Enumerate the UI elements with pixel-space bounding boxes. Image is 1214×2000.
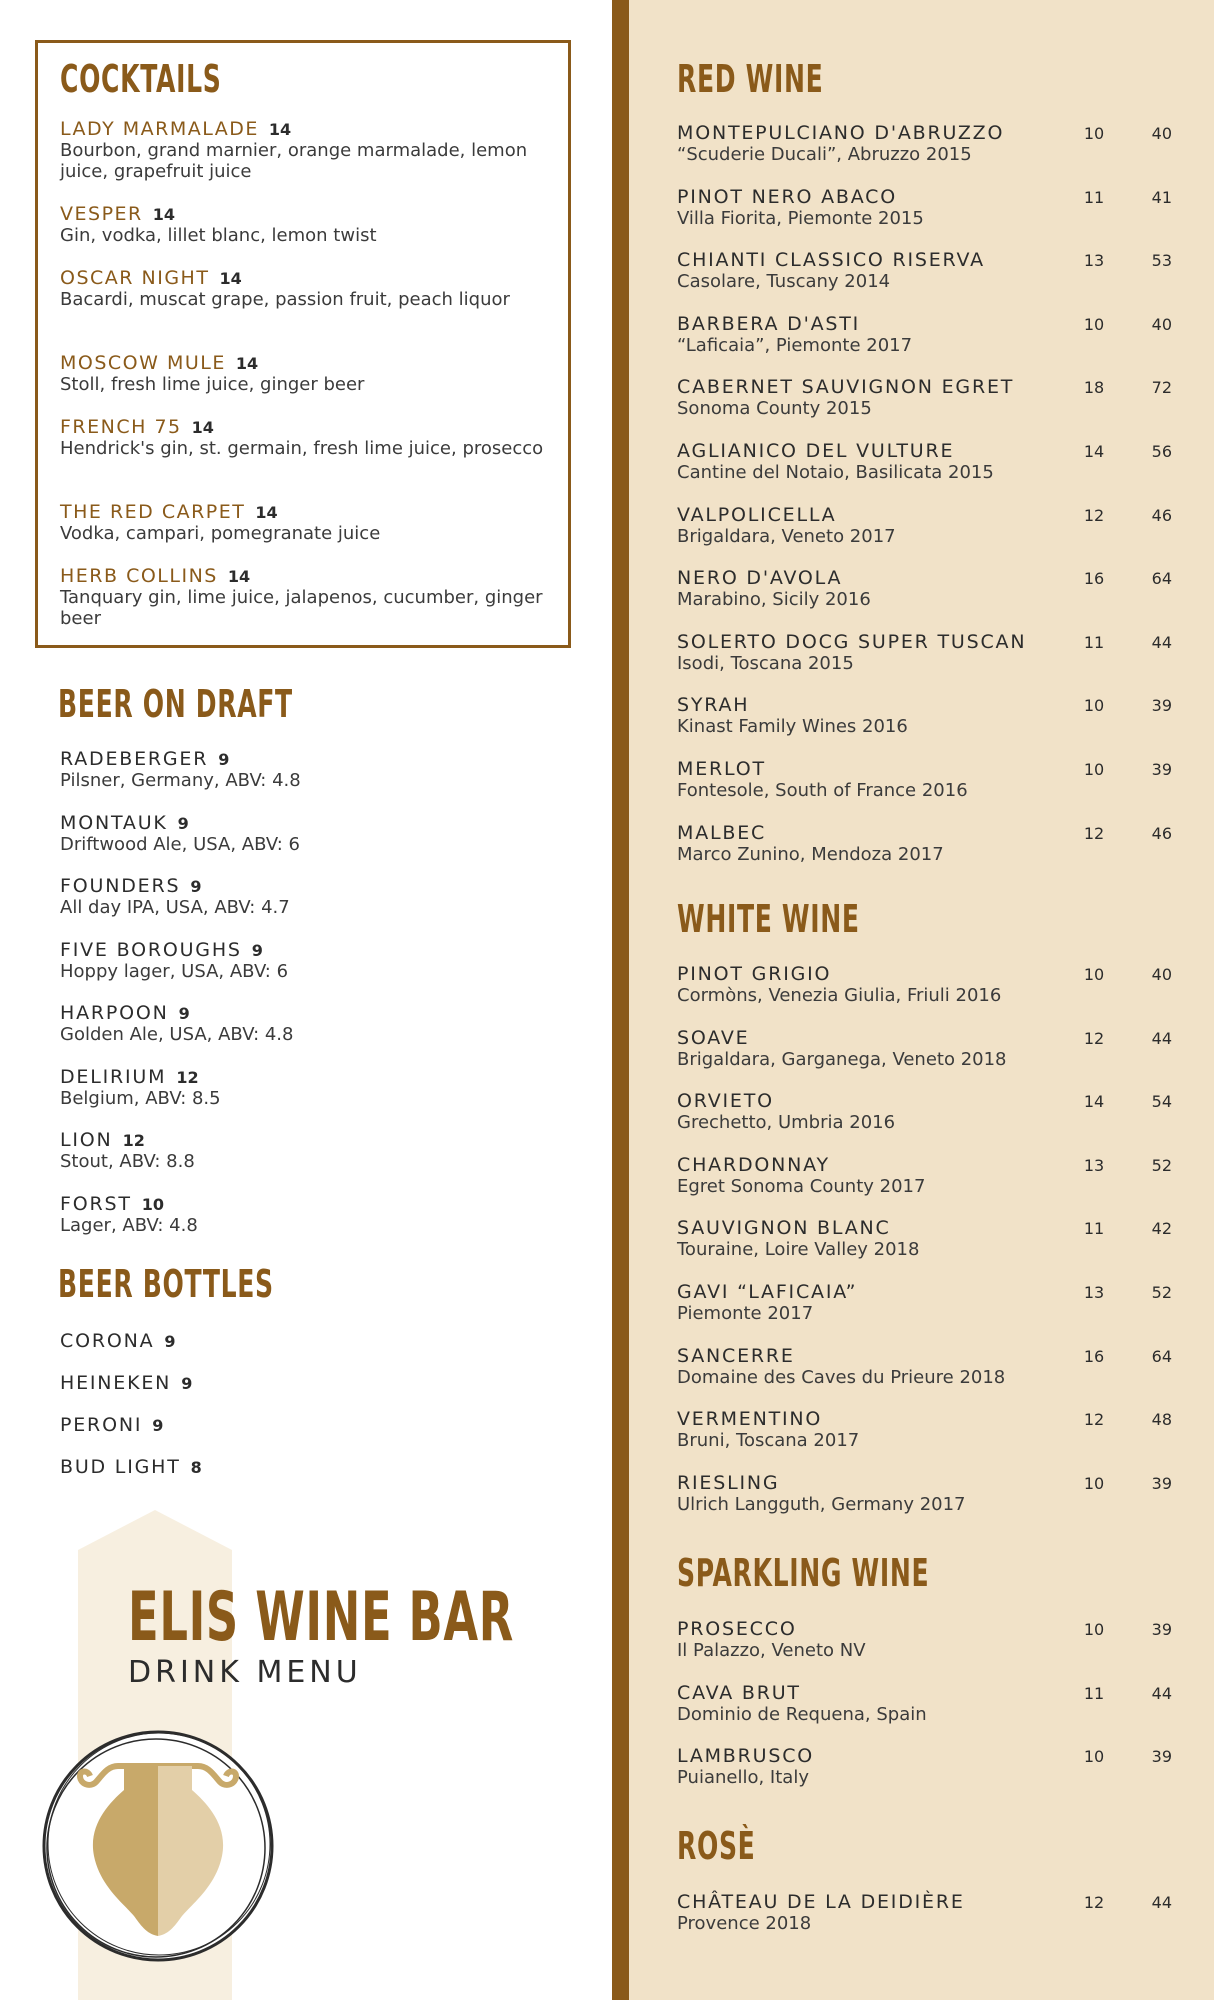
wine-description: Touraine, Loire Valley 2018 — [677, 1239, 920, 1261]
bottle-price: 46 — [1151, 823, 1172, 843]
glass-price: 11 — [1083, 1683, 1105, 1703]
glass-price: 12 — [1083, 505, 1105, 525]
wine-item — [677, 313, 1177, 377]
cocktail-name: THE RED CARPET — [60, 501, 246, 523]
cocktail-item — [60, 203, 560, 267]
bottle-price: 40 — [1151, 314, 1172, 334]
sparkling-wine-list — [677, 1618, 1177, 1809]
glass-price: 16 — [1083, 1346, 1105, 1366]
white-wine-title: WHITE WINE — [677, 897, 860, 941]
wine-name: SANCERRE — [677, 1344, 795, 1367]
glass-price: 12 — [1083, 1028, 1105, 1048]
draft-item — [60, 939, 580, 1003]
wine-description: Sonoma County 2015 — [677, 398, 872, 420]
wine-item — [677, 376, 1177, 440]
wine-description: Grechetto, Umbria 2016 — [677, 1112, 896, 1134]
bottle-item — [60, 1414, 580, 1456]
beer-name: LION — [60, 1129, 113, 1151]
glass-price: 10 — [1083, 1620, 1105, 1639]
cocktails-title: COCKTAILS — [60, 57, 222, 101]
draft-item — [60, 1193, 580, 1257]
beer-name: FORST — [60, 1192, 132, 1215]
wine-name: AGLIANICO DEL VULTURE — [677, 439, 955, 462]
wine-item — [677, 694, 1177, 758]
wine-item — [677, 1891, 1177, 1955]
wine-item — [677, 249, 1177, 313]
brand-name: ELIS WINE BAR — [128, 1578, 515, 1657]
wine-description: Cormòns, Venezia Giulia, Friuli 2016 — [677, 985, 1002, 1006]
bottle-price: 39 — [1151, 1620, 1172, 1639]
draft-item — [60, 1129, 580, 1193]
wine-name: CHARDONNAY — [677, 1153, 830, 1176]
bottle-price: 48 — [1151, 1410, 1172, 1430]
bottle-item — [60, 1372, 580, 1414]
draft-item — [60, 812, 580, 876]
wine-name: LAMBRUSCO — [677, 1745, 815, 1768]
wine-name: NERO D'AVOLA — [677, 567, 843, 590]
cocktail-item — [60, 416, 560, 501]
wine-name: PINOT GRIGIO — [677, 963, 832, 985]
beer-name: MONTAUK — [60, 811, 168, 834]
wine-name: VERMENTINO — [677, 1408, 823, 1431]
wine-item — [677, 1281, 1177, 1345]
glass-price: 11 — [1083, 632, 1105, 652]
wine-description: Marco Zunino, Mendoza 2017 — [677, 843, 944, 865]
wine-item — [677, 758, 1177, 822]
bottle-price: 40 — [1151, 965, 1172, 984]
wine-description: Cantine del Notaio, Basilicata 2015 — [677, 461, 994, 483]
wine-name: BARBERA D'ASTI — [677, 312, 861, 335]
bottle-price: 52 — [1151, 1155, 1172, 1175]
glass-price: 11 — [1083, 1219, 1105, 1239]
wine-name: SOAVE — [677, 1026, 750, 1049]
bottle-price: 42 — [1151, 1219, 1172, 1239]
cocktail-item — [60, 352, 560, 416]
wine-name: SOLERTO DOCG SUPER TUSCAN — [677, 630, 1027, 653]
wine-item — [677, 1345, 1177, 1409]
wine-description: Domaine des Caves du Prieure 2018 — [677, 1366, 1006, 1388]
wine-item — [677, 1217, 1177, 1281]
wine-name: CHÂTEAU DE LA DEIDIÈRE — [677, 1891, 965, 1913]
glass-price: 12 — [1083, 1410, 1105, 1430]
beer-price: 9 — [164, 1332, 176, 1351]
wine-item — [677, 504, 1177, 568]
cocktail-item — [60, 565, 560, 650]
wine-description: Ulrich Langguth, Germany 2017 — [677, 1493, 966, 1515]
wine-description: Isodi, Toscana 2015 — [677, 652, 854, 674]
wine-item — [677, 567, 1177, 631]
glass-price: 12 — [1083, 1893, 1105, 1912]
cocktail-name: FRENCH 75 — [60, 416, 182, 438]
draft-title: BEER ON DRAFT — [58, 682, 293, 726]
wine-item — [677, 1027, 1177, 1091]
wine-name: GAVI “LAFICAIA” — [677, 1280, 858, 1303]
wine-item — [677, 631, 1177, 695]
wine-name: SAUVIGNON BLANC — [677, 1217, 891, 1240]
wine-name: CABERNET SAUVIGNON EGRET — [677, 376, 1015, 399]
cocktail-name: LADY MARMALADE — [60, 118, 259, 140]
cocktail-price: 14 — [191, 418, 214, 437]
beer-price: 12 — [122, 1131, 145, 1150]
draft-item — [60, 875, 580, 939]
rose-wine-title: ROSÈ — [677, 1824, 756, 1868]
wine-item — [677, 1618, 1177, 1682]
white-wine-list — [677, 963, 1177, 1535]
sparkling-wine-title: SPARKLING WINE — [677, 1551, 930, 1595]
wine-description: Villa Fiorita, Piemonte 2015 — [677, 207, 924, 229]
cocktail-price: 14 — [152, 205, 175, 224]
beer-price: 9 — [190, 877, 202, 896]
cocktail-description: Tanquary gin, lime juice, jalapenos, cucumber, ginger beer — [60, 587, 543, 629]
bottles-title: BEER BOTTLES — [58, 1262, 274, 1306]
wine-item — [677, 963, 1177, 1027]
beer-price: 9 — [218, 750, 230, 769]
glass-price: 10 — [1083, 965, 1105, 984]
wine-item — [677, 1090, 1177, 1154]
beer-description: Lager, ABV: 4.8 — [60, 1214, 198, 1236]
wine-name: PINOT NERO ABACO — [677, 185, 898, 208]
cocktail-price: 14 — [219, 269, 242, 288]
wine-description: Fontesole, South of France 2016 — [677, 779, 968, 801]
beer-name: BUD LIGHT — [60, 1456, 181, 1478]
wine-name: VALPOLICELLA — [677, 503, 837, 526]
glass-price: 13 — [1083, 251, 1105, 271]
draft-item — [60, 748, 580, 812]
cocktail-price: 14 — [255, 503, 278, 522]
beer-description: All day IPA, USA, ABV: 4.7 — [60, 897, 290, 918]
red-wine-title: RED WINE — [677, 57, 824, 101]
bottle-price: 64 — [1151, 1346, 1172, 1366]
glass-price: 16 — [1083, 569, 1105, 589]
wine-description: Brigaldara, Garganega, Veneto 2018 — [677, 1048, 1007, 1070]
cocktail-price: 14 — [227, 567, 251, 586]
beer-description: Driftwood Ale, USA, ABV: 6 — [60, 833, 300, 855]
wine-description: Il Palazzo, Veneto NV — [677, 1640, 866, 1661]
beer-description: Belgium, ABV: 8.5 — [60, 1087, 221, 1109]
cocktail-description: Bourbon, grand marnier, orange marmalade, lemon juice, grapefruit juice — [60, 140, 528, 182]
draft-list — [60, 748, 580, 1256]
bottle-item — [60, 1456, 580, 1498]
cocktail-item — [60, 267, 560, 352]
beer-description: Stout, ABV: 8.8 — [60, 1151, 195, 1172]
wine-item — [677, 1472, 1177, 1536]
beer-name: FOUNDERS — [60, 875, 181, 897]
cocktail-description: Gin, vodka, lillet blanc, lemon twist — [60, 225, 377, 246]
wine-name: SYRAH — [677, 694, 750, 717]
bottle-price: 64 — [1151, 569, 1172, 589]
bottle-price: 39 — [1151, 696, 1172, 716]
wine-description: Marabino, Sicily 2016 — [677, 589, 871, 611]
beer-name: CORONA — [60, 1330, 155, 1352]
wine-description: Brigaldara, Veneto 2017 — [677, 525, 896, 547]
glass-price: 14 — [1083, 441, 1105, 461]
cocktail-description: Bacardi, muscat grape, passion fruit, peach liquor — [60, 289, 510, 310]
glass-price: 10 — [1083, 314, 1105, 334]
bottle-price: 54 — [1151, 1092, 1172, 1112]
wine-description: Casolare, Tuscany 2014 — [677, 271, 891, 293]
beer-price: 12 — [176, 1067, 199, 1087]
bottle-price: 46 — [1151, 505, 1172, 525]
wine-item — [677, 186, 1177, 250]
cocktail-description: Vodka, campari, pomegranate juice — [60, 523, 381, 544]
beer-name: FIVE BOROUGHS — [60, 938, 242, 961]
wine-item — [677, 122, 1177, 186]
rose-wine-list — [677, 1891, 1177, 1955]
glass-price: 10 — [1083, 124, 1105, 143]
wine-name: PROSECCO — [677, 1618, 797, 1640]
bottle-price: 44 — [1151, 1893, 1172, 1912]
beer-description: Hoppy lager, USA, ABV: 6 — [60, 960, 289, 982]
wine-name: MALBEC — [677, 821, 767, 844]
bottle-price: 39 — [1151, 759, 1172, 779]
bottle-price: 41 — [1151, 187, 1172, 207]
beer-price: 9 — [177, 813, 189, 833]
bottle-price: 44 — [1151, 1683, 1172, 1703]
bottle-price: 44 — [1151, 1028, 1172, 1048]
beer-price: 8 — [190, 1458, 202, 1477]
wine-description: Piemonte 2017 — [677, 1302, 814, 1324]
wine-description: Bruni, Toscana 2017 — [677, 1430, 860, 1452]
wine-name: ORVIETO — [677, 1090, 774, 1113]
draft-item — [60, 1066, 580, 1130]
cocktail-name: HERB COLLINS — [60, 565, 218, 587]
draft-item — [60, 1002, 580, 1066]
cocktail-price: 14 — [268, 120, 292, 139]
wine-description: “Laficaia”, Piemonte 2017 — [677, 334, 913, 356]
cocktail-name: VESPER — [60, 203, 143, 225]
wine-item — [677, 822, 1177, 886]
wine-description: Dominio de Requena, Spain — [677, 1703, 927, 1725]
bottle-price: 44 — [1151, 632, 1172, 652]
cocktail-price: 14 — [235, 354, 259, 373]
beer-name: HARPOON — [60, 1002, 169, 1024]
beer-price: 10 — [141, 1194, 165, 1214]
glass-price: 11 — [1083, 187, 1105, 207]
glass-price: 13 — [1083, 1282, 1105, 1302]
wine-description: Puianello, Italy — [677, 1767, 809, 1789]
beer-price: 9 — [178, 1004, 190, 1023]
cocktail-name: OSCAR NIGHT — [60, 267, 210, 289]
glass-price: 10 — [1083, 759, 1105, 779]
wine-item — [677, 440, 1177, 504]
wine-name: MERLOT — [677, 757, 766, 780]
bottle-price: 72 — [1151, 378, 1172, 398]
glass-price: 10 — [1083, 696, 1105, 716]
wine-description: Kinast Family Wines 2016 — [677, 716, 908, 738]
cocktail-description: Stoll, fresh lime juice, ginger beer — [60, 374, 365, 395]
glass-price: 18 — [1083, 378, 1105, 398]
wine-description: “Scuderie Ducali”, Abruzzo 2015 — [677, 144, 972, 165]
cocktails-list — [60, 118, 560, 650]
wine-description: Provence 2018 — [677, 1913, 812, 1934]
beer-description: Pilsner, Germany, ABV: 4.8 — [60, 770, 301, 791]
wine-name: RIESLING — [677, 1471, 780, 1494]
wine-description: Egret Sonoma County 2017 — [677, 1175, 926, 1197]
bottle-price: 53 — [1151, 251, 1172, 271]
wine-item — [677, 1154, 1177, 1218]
bottle-price: 39 — [1151, 1473, 1172, 1493]
wine-item — [677, 1745, 1177, 1809]
wine-item — [677, 1408, 1177, 1472]
brand-subtitle: DRINK MENU — [128, 1655, 362, 1690]
cocktail-item — [60, 118, 560, 203]
amphora-icon — [38, 1726, 278, 1966]
beer-name: PERONI — [60, 1414, 143, 1436]
beer-price: 9 — [251, 940, 263, 960]
beer-price: 9 — [152, 1416, 164, 1435]
bottle-price: 52 — [1151, 1282, 1172, 1302]
glass-price: 10 — [1083, 1747, 1105, 1767]
red-wine-list — [677, 122, 1177, 885]
cocktail-description: Hendrick's gin, st. germain, fresh lime juice, prosecco — [60, 438, 544, 459]
bottle-price: 56 — [1151, 441, 1172, 461]
bottle-price: 40 — [1151, 124, 1172, 143]
wine-item — [677, 1682, 1177, 1746]
beer-name: RADEBERGER — [60, 748, 209, 770]
wine-name: MONTEPULCIANO D'ABRUZZO — [677, 122, 1005, 144]
bottle-item — [60, 1330, 580, 1372]
wine-name: CAVA BRUT — [677, 1681, 801, 1704]
glass-price: 12 — [1083, 823, 1105, 843]
bottle-price: 39 — [1151, 1747, 1172, 1767]
glass-price: 14 — [1083, 1092, 1105, 1112]
glass-price: 13 — [1083, 1155, 1105, 1175]
column-divider — [612, 0, 629, 2000]
beer-name: HEINEKEN — [60, 1372, 172, 1394]
beer-description: Golden Ale, USA, ABV: 4.8 — [60, 1024, 294, 1045]
beer-price: 9 — [181, 1374, 193, 1393]
cocktail-item — [60, 501, 560, 565]
bottles-list — [60, 1330, 580, 1498]
beer-name: DELIRIUM — [60, 1065, 167, 1088]
cocktail-name: MOSCOW MULE — [60, 352, 226, 374]
glass-price: 10 — [1083, 1473, 1105, 1493]
wine-name: CHIANTI CLASSICO RISERVA — [677, 249, 985, 272]
